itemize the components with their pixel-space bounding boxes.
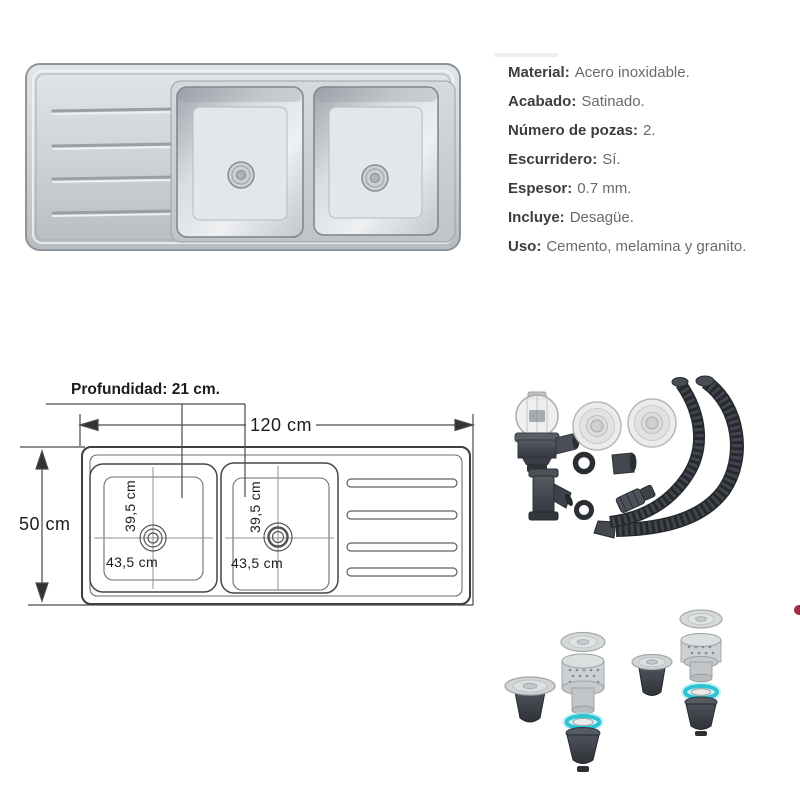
cropped-text-artifact <box>494 53 558 57</box>
spec-label: Incluye: <box>508 209 565 226</box>
spec-label: Escurridero: <box>508 151 598 168</box>
bowl-2 <box>314 87 438 235</box>
strainer-cover-2 <box>628 399 676 447</box>
spec-row-uso <box>508 237 793 257</box>
outlet-adapter <box>612 453 637 474</box>
spec-row-espesor <box>508 179 793 199</box>
depth-dimension-label: Profundidad: 21 cm. <box>71 381 220 398</box>
sink-product-photo <box>23 60 465 256</box>
spec-value: Satinado. <box>581 93 645 110</box>
edge-red-dot <box>794 605 800 615</box>
teal-gasket-1 <box>567 716 600 728</box>
assembled-drain-1 <box>505 677 555 722</box>
spec-row-pozas <box>508 121 793 141</box>
spec-label: Número de pozas: <box>508 122 639 139</box>
spec-label: Acabado: <box>508 93 577 110</box>
exploded-strainer-1 <box>561 633 605 773</box>
spec-label: Material: <box>508 64 570 81</box>
spec-value: Acero inoxidable. <box>574 64 690 81</box>
strainer-assemblies-photo <box>485 600 785 795</box>
exploded-strainer-2 <box>680 610 722 736</box>
spec-value: 0.7 mm. <box>577 180 632 197</box>
bowl2-width-label: 43,5 cm <box>231 555 283 571</box>
width-dimension-label: 120 cm <box>250 415 313 435</box>
sink-outline <box>82 447 470 604</box>
height-dimension-label: 50 cm <box>19 514 71 534</box>
tee-fitting <box>529 469 574 520</box>
spec-row-acabado <box>508 92 793 112</box>
spec-row-incluye <box>508 208 793 228</box>
o-ring-2 <box>577 503 592 518</box>
bottle-trap <box>515 392 580 472</box>
bowl1-width-label: 43,5 cm <box>106 554 158 570</box>
bowl2-depth-label: 39,5 cm <box>247 481 263 533</box>
spec-value: Sí. <box>602 151 621 168</box>
bowl-1 <box>177 87 303 237</box>
spec-value: Cemento, melamina y granito. <box>546 238 747 255</box>
spec-value: Desagüe. <box>569 209 634 226</box>
spec-label: Uso: <box>508 238 542 255</box>
product-specs <box>508 63 793 266</box>
spec-label: Espesor: <box>508 180 573 197</box>
bowl1-depth-label: 39,5 cm <box>122 480 138 532</box>
dimension-diagram <box>15 378 480 613</box>
spec-value: 2. <box>643 122 656 139</box>
spec-row-material <box>508 63 793 83</box>
strainer-cover-1 <box>573 402 621 450</box>
spec-row-escurridero <box>508 150 793 170</box>
teal-gasket-2 <box>685 686 717 698</box>
o-ring-1 <box>576 455 593 472</box>
assembled-drain-2 <box>632 655 672 696</box>
drain-kit-photo <box>500 372 750 547</box>
